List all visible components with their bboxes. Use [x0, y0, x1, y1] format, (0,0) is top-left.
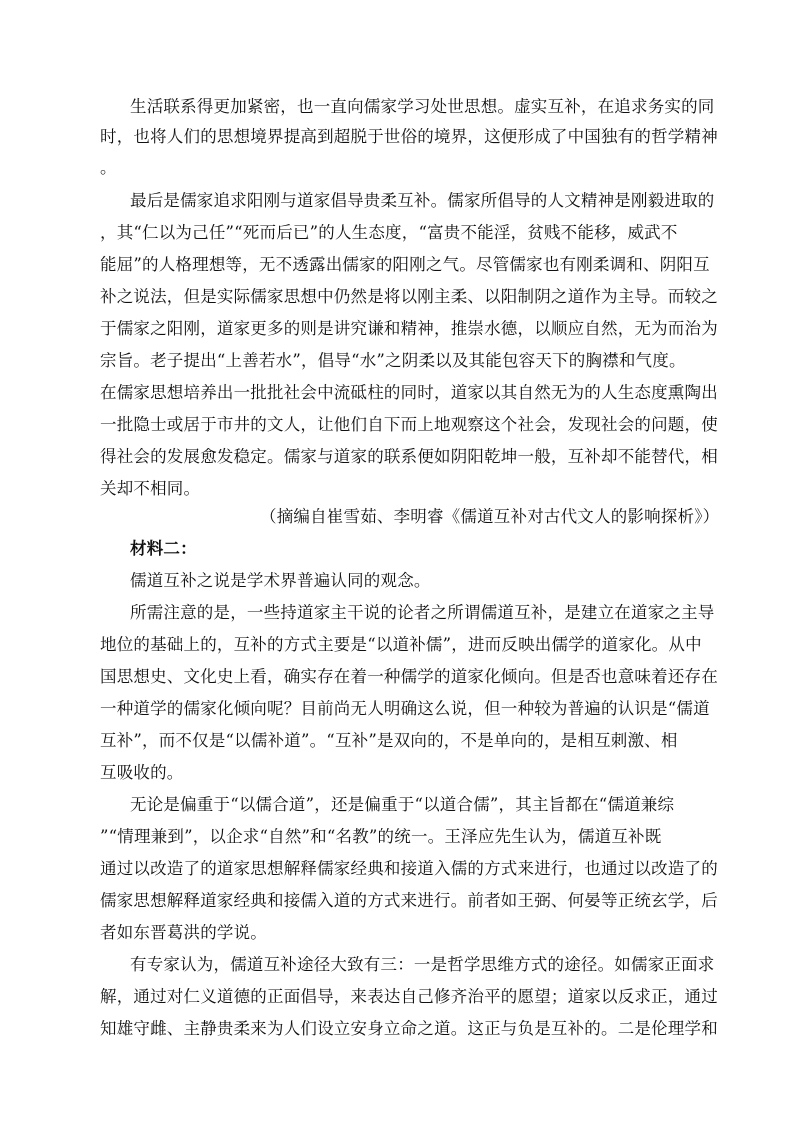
text-line-6: 能屈”的人格理想等，无不透露出儒家的阳刚之气。尽管儒家也有刚柔调和、阴阳互	[100, 255, 710, 274]
source-citation: （摘编自崔雪茹、李明睿《儒道互补对古代文人的影响探析》）	[260, 507, 720, 526]
section-heading: 材料二：	[130, 539, 197, 558]
text-line-15: 所需注意的是，一些持道家主干说的论者之所谓儒道互补，是建立在道家之主导	[130, 603, 715, 622]
text-line-25: 者如东晋葛洪的学说。	[100, 923, 267, 942]
text-line-2: 时，也将人们的思想境界提高到超脱于世俗的境界，这便形成了中国独有的哲学精神	[100, 127, 718, 146]
text-line-11: 一批隐士或居于市井的文人，让他们自下而上地观察这个社会，发现社会的问题，使	[100, 415, 718, 434]
text-line-14: 儒道互补之说是学术界普遍认同的观念。	[130, 571, 431, 590]
text-line-17: 国思想史、文化史上看，确实存在着一种儒学的道家化倾向。但是否也意味着还存在	[100, 667, 718, 686]
text-line-4: 最后是儒家追求阳刚与道家倡导贵柔互补。儒家所倡导的人文精神是刚毅进取的	[130, 191, 715, 210]
text-line-22: ”“情理兼到”，以企求“自然”和“名教”的统一。王泽应先生认为，儒道互补既	[100, 827, 662, 846]
text-line-28: 知雄守雌、主静贵柔来为人们设立安身立命之道。这正与负是互补的。二是伦理学和	[100, 1019, 718, 1038]
text-line-10: 在儒家思想培养出一批批社会中流砥柱的同时，道家以其自然无为的人生态度熏陶出	[100, 383, 718, 402]
text-line-24: 儒家思想解释道家经典和接儒入道的方式来进行。前者如王弼、何晏等正统玄学，后	[100, 891, 718, 910]
text-line-20: 互吸收的。	[100, 763, 184, 782]
text-line-5: ，其“仁以为己任”“死而后已”的人生态度，“富贵不能淫，贫贱不能移，威武不	[100, 223, 678, 242]
text-line-12: 得社会的发展愈发稳定。儒家与道家的联系便如阴阳乾坤一般，互补却不能替代，相	[100, 447, 718, 466]
text-line-8: 于儒家之阳刚，道家更多的则是讲究谦和精神，推崇水德，以顺应自然，无为而治为	[100, 319, 718, 338]
text-line-19: 互补”，而不仅是“以儒补道”。“互补”是双向的，不是单向的，是相互刺激、相	[100, 731, 678, 750]
text-line-1: 生活联系得更加紧密，也一直向儒家学习处世思想。虚实互补，在追求务实的同	[130, 97, 715, 116]
text-line-23: 通过以改造了的道家思想解释儒家经典和接道入儒的方式来进行，也通过以改造了的	[100, 859, 718, 878]
text-line-9: 宗旨。老子提出“上善若水”，倡导“水”之阴柔以及其能包容天下的胸襟和气度。	[100, 351, 686, 370]
text-line-3: 。	[100, 158, 117, 177]
text-line-21: 无论是偏重于“以儒合道”，还是偏重于“以道合儒”，其主旨都在“儒道兼综	[130, 795, 675, 814]
text-line-16: 地位的基础上的，互补的方式主要是“以道补儒”，进而反映出儒学的道家化。从中	[100, 635, 702, 654]
text-line-27: 解，通过对仁义道德的正面倡导，来表达自己修齐治平的愿望；道家以反求正，通过	[100, 987, 718, 1006]
text-line-18: 一种道学的儒家化倾向呢？目前尚无人明确这么说，但一种较为普遍的认识是“儒道	[100, 699, 710, 718]
text-line-13: 关却不相同。	[100, 479, 201, 498]
text-line-7: 补之说法，但是实际儒家思想中仍然是将以刚主柔、以阳制阴之道作为主导。而较之	[100, 287, 718, 306]
text-line-26: 有专家认为，儒道互补途径大致有三：一是哲学思维方式的途径。如儒家正面求	[130, 955, 715, 974]
